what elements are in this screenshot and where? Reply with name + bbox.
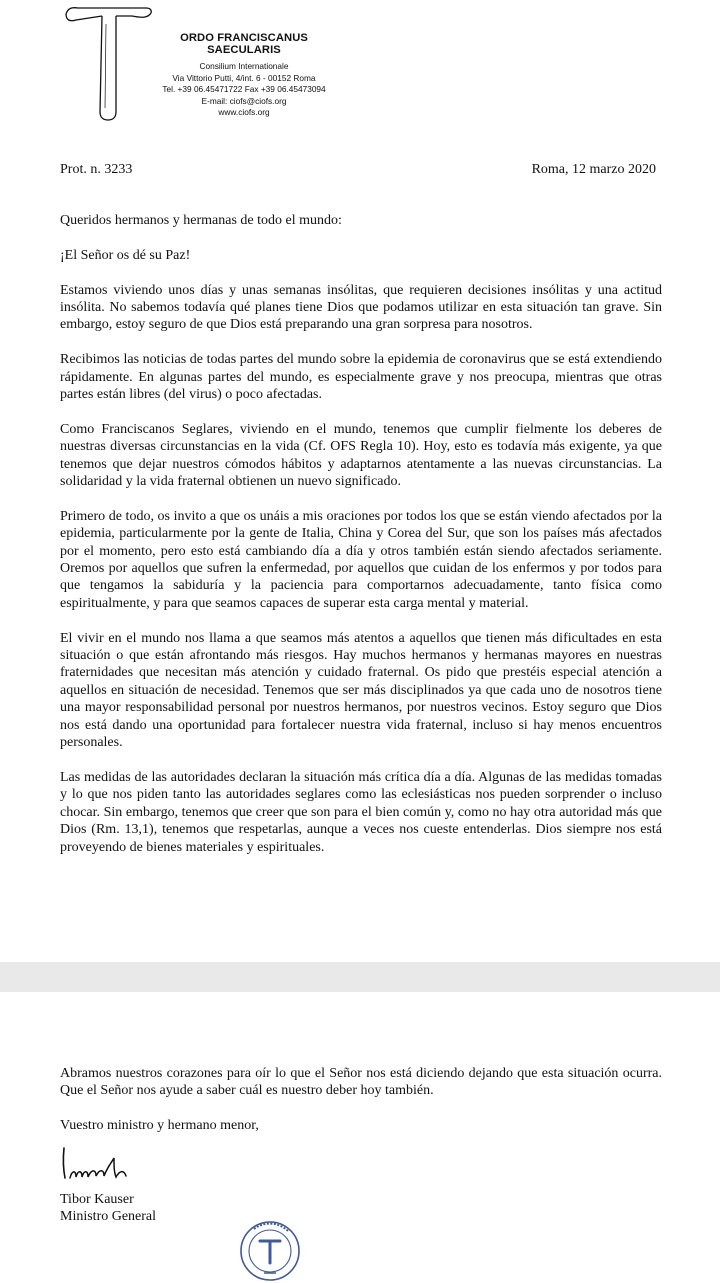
ofs-seal-stamp [238, 1219, 302, 1283]
signer-title: Ministro General [60, 1209, 157, 1225]
letter-closing [60, 1065, 662, 1152]
closing-paragraph: Abramos nuestros corazones para oír lo que el Señor nos está diciendo dejando que esta situación ocurra. Que el Señor nos ayude a saber cuál es nuestro deber hoy también. [60, 1066, 662, 1099]
signer-block [60, 1191, 156, 1226]
handwritten-signature [58, 1144, 158, 1184]
org-email: E-mail: ciofs@ciofs.org [201, 95, 287, 106]
greeting: ¡El Señor os dé su Paz! [60, 247, 191, 263]
letter-body [60, 212, 662, 873]
org-address: Via Vittorio Putti, 4/int. 6 - 00152 Roma [172, 72, 316, 83]
signer-name: Tibor Kauser [60, 1192, 134, 1207]
paragraph-3: Como Franciscanos Seglares, viviendo en el mundo, tenemos que cumplir fielmente los deberes de nuestras diversas circunstancias en la vida (Cf. OFS Regla 10). Hoy, esto es todavía más exigente, ya que tenemos que dejar nuestros cómodos hábitos y adaptarnos atentamente a las nuevas circunstancias. La solidaridad y la vida fraternal obtienen un nuevo significado. [60, 421, 662, 490]
org-website: www.ciofs.org [218, 107, 270, 118]
paragraph-4: Primero de todo, os invito a que os unáis a mis oraciones por todos los que se están viendo afectados por la epidemia, particularmente por la gente de Italia, China y Corea del Sur, que son los países más afectados por el momento, pero esto está cambiando día a día y otros también están siendo afectados seriamente. Oremos por aquellos que sufren la enfermedad, por aquellos que cuidan de los enfermos y por todos para que tengamos la sabiduría y la paciencia para comportarnos adecuadamente, tanto física como espiritualmente, y para que seamos capaces de superar esta carga mental y material. [60, 508, 662, 611]
tau-cross-logo [62, 4, 152, 122]
letter-page-2 [0, 992, 720, 1280]
org-name: ORDO FRANCISCANUS SAECULARIS [180, 32, 308, 56]
paragraph-2: Recibimos las noticias de todas partes del mundo sobre la epidemia de coronavirus que se está extendiendo rápidamente. En algunas partes del mundo, es especialmente grave y nos preocupa, mientras que otras partes están libres (del virus) o poco afectadas. [60, 352, 662, 403]
org-council: Consilium Internationale [199, 61, 289, 71]
paragraph-6: Las medidas de las autoridades declaran la situación más crítica día a día. Algunas de las medidas tomadas y lo que nos piden tanto las autoridades seglares como las eclesiásticas nos pueden sorprender o incluso chocar. Sin embargo, tenemos que creer que son para el bien común y, como no hay otra autoridad más que Dios (Rm. 13,1), tenemos que respetarlas, aunque a veces nos cueste entenderlas. Dios siempre nos está proveyendo de bienes materiales y espirituales. [60, 769, 662, 855]
letter-date: Roma, 12 marzo 2020 [531, 162, 656, 177]
paragraph-5: El vivir en el mundo nos llama a que seamos más atentos a aquellos que tienen más dificultades en esta situación o que están afrontando más riesgos. Hay muchos hermanos y hermanas mayores en nuestras fraternidades que necesitan más atención y cuidado fraternal. Os pido que prestéis especial atención a aquellos en situación de necesidad. Tenemos que ser más disciplinados ya que cada uno de nosotros tiene una mayor responsabilidad personal por nuestros hermanos, por nuestros vecinos. Estoy seguro que Dios nos está dando una oportunidad para fortalecer nuestra vida fraternal, incluso si hay menos encuentros personales. [60, 630, 662, 751]
salutation: Queridos hermanos y hermanas de todo el mundo: [60, 213, 342, 228]
page-separator [0, 962, 720, 992]
valediction: Vuestro ministro y hermano menor, [60, 1118, 259, 1134]
paragraph-1: Estamos viviendo unos días y unas semanas insólitas, que requieren decisiones insólitas y una actitud insólita. No sabemos todavía qué planes tiene Dios que podamos utilizar en esta situación tan grave. Sin embargo, estoy seguro de que Dios está preparando una gran sorpresa para nosotros. [60, 282, 662, 333]
protocol-number: Prot. n. 3233 [60, 162, 133, 177]
org-phone: Tel. +39 06.45471722 Fax +39 06.45473094 [162, 84, 326, 95]
letterhead [144, 32, 344, 119]
